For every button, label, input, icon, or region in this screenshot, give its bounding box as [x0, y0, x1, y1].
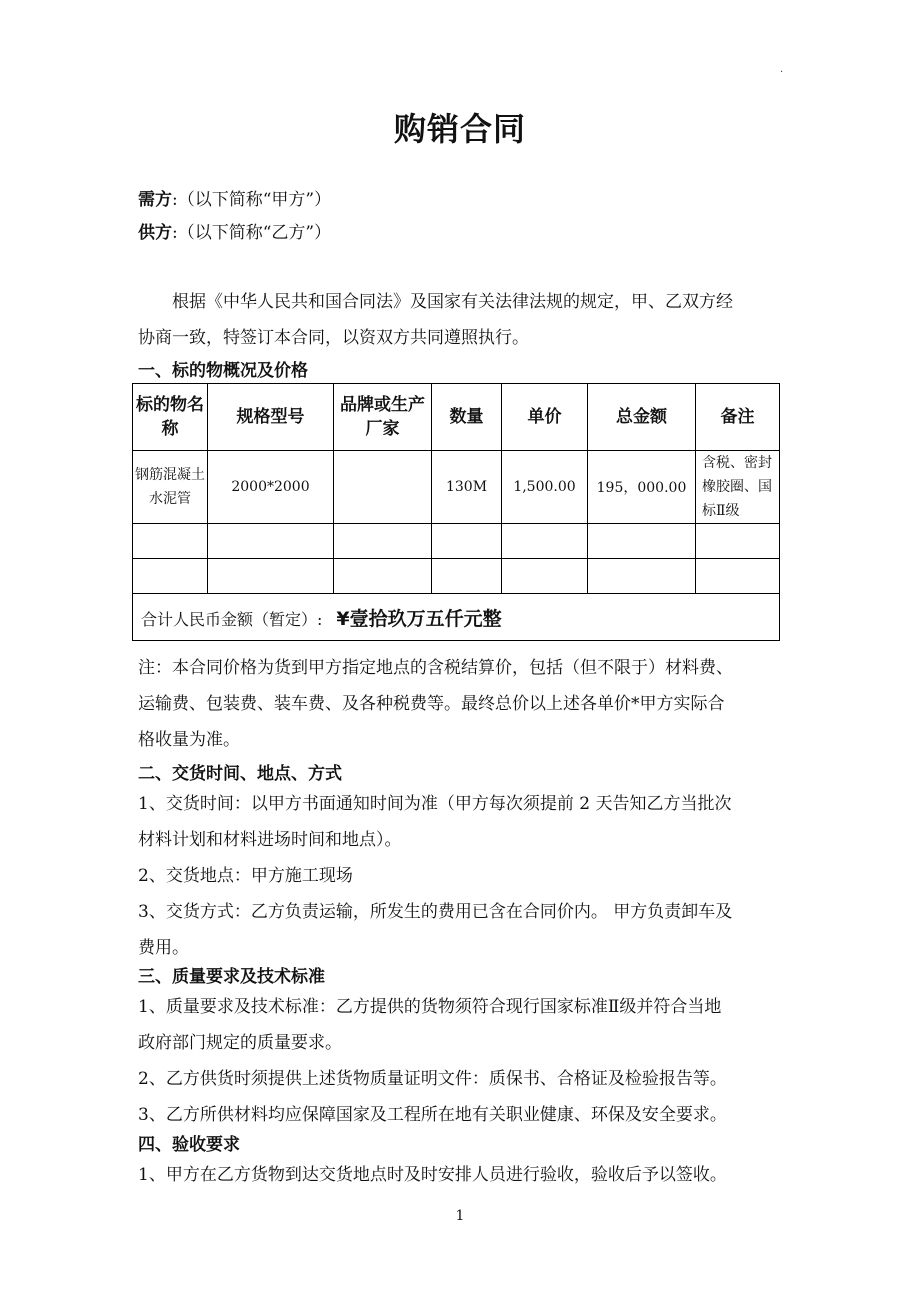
header-item-name: 标的物名称 — [133, 384, 208, 451]
empty-cell — [502, 559, 588, 594]
goods-table — [132, 383, 780, 641]
empty-cell — [208, 524, 334, 559]
note-line-3: 格收量为准。 — [138, 730, 240, 750]
empty-cell — [432, 559, 502, 594]
total-amount: ¥壹拾玖万五仟元整 — [336, 607, 502, 630]
s2-item1-line2: 材料计划和材料进场时间和地点）。 — [138, 830, 402, 850]
intro-line-2: 协商一致，特签订本合同，以资双方共同遵照执行。 — [138, 328, 529, 348]
table-row-empty — [133, 559, 780, 594]
empty-cell — [432, 524, 502, 559]
cell-quantity: 130M — [432, 451, 502, 524]
s2-item3-line1: 3、交货方式：乙方负责运输，所发生的费用已含在合同价内。 甲方负责卸车及 — [138, 902, 733, 922]
intro-paragraph — [138, 284, 788, 356]
empty-cell — [696, 559, 780, 594]
corner-mark: . — [780, 64, 784, 75]
note-paragraph — [138, 650, 788, 758]
contract-title: 购销合同 — [393, 110, 526, 148]
empty-cell — [334, 524, 432, 559]
header-unit-price: 单价 — [502, 384, 588, 451]
header-brand: 品牌或生产厂家 — [334, 384, 432, 451]
cell-unit-price: 1,500.00 — [502, 451, 588, 524]
s3-item3: 3、乙方所供材料均应保障国家及工程所在地有关职业健康、环保及安全要求。 — [138, 1105, 727, 1125]
header-remark: 备注 — [696, 384, 780, 451]
section-3-body — [138, 989, 788, 1133]
header-total: 总金额 — [588, 384, 696, 451]
header-quantity: 数量 — [432, 384, 502, 451]
buyer-label: 需方 — [138, 190, 172, 210]
buyer-text: :（以下简称“甲方”） — [172, 190, 332, 210]
s3-item1-line1: 1、质量要求及技术标准：乙方提供的货物须符合现行国家标准Ⅱ级并符合当地 — [138, 997, 722, 1017]
empty-cell — [588, 524, 696, 559]
section-heading-1: 一、标的物概况及价格 — [138, 361, 308, 381]
cell-total: 195，000.00 — [588, 451, 696, 524]
parties-block — [138, 184, 788, 250]
page-number: 1 — [455, 1208, 465, 1224]
total-label: 合计人民币金额（暂定）: — [141, 609, 323, 629]
empty-cell — [208, 559, 334, 594]
s2-item1-line1: 1、交货时间：以甲方书面通知时间为准（甲方每次须提前 2 天告知乙方当批次 — [138, 794, 732, 814]
table-total-row — [133, 594, 780, 641]
section-4-body — [138, 1157, 788, 1193]
table-row-empty — [133, 524, 780, 559]
table-row — [133, 451, 780, 524]
empty-cell — [133, 559, 208, 594]
cell-item-name: 钢筋混凝土水泥管 — [133, 451, 208, 524]
empty-cell — [133, 524, 208, 559]
note-line-1: 注：本合同价格为货到甲方指定地点的含税结算价，包括（但不限于）材料费、 — [138, 658, 733, 678]
empty-cell — [696, 524, 780, 559]
empty-cell — [588, 559, 696, 594]
buyer-line — [138, 184, 788, 217]
note-line-2: 运输费、包装费、装车费、及各种税费等。最终总价以上述各单价*甲方实际合 — [138, 694, 725, 714]
s3-item1-line2: 政府部门规定的质量要求。 — [138, 1033, 342, 1053]
cell-brand — [334, 451, 432, 524]
supplier-label: 供方 — [138, 223, 172, 243]
s2-item3-line2: 费用。 — [138, 938, 189, 958]
section-heading-4: 四、验收要求 — [138, 1135, 240, 1155]
header-spec: 规格型号 — [208, 384, 334, 451]
empty-cell — [502, 524, 588, 559]
section-heading-3: 三、质量要求及技术标准 — [138, 967, 325, 987]
cell-remark: 含税、密封橡胶圈、国标Ⅱ级 — [696, 451, 780, 524]
intro-line-1: 根据《中华人民共和国合同法》及国家有关法律法规的规定，甲、乙双方经 — [172, 292, 733, 312]
empty-cell — [334, 559, 432, 594]
section-2-body — [138, 786, 788, 966]
cell-spec: 2000*2000 — [208, 451, 334, 524]
total-cell — [133, 594, 780, 641]
table-header-row — [133, 384, 780, 451]
s3-item2: 2、乙方供货时须提供上述货物质量证明文件：质保书、合格证及检验报告等。 — [138, 1069, 727, 1089]
section-heading-2: 二、交货时间、地点、方式 — [138, 764, 342, 784]
s2-item2: 2、交货地点：甲方施工现场 — [138, 866, 353, 886]
supplier-text: :（以下简称“乙方”） — [172, 223, 332, 243]
supplier-line — [138, 217, 788, 250]
s4-item1: 1、甲方在乙方货物到达交货地点时及时安排人员进行验收，验收后予以签收。 — [138, 1165, 727, 1185]
